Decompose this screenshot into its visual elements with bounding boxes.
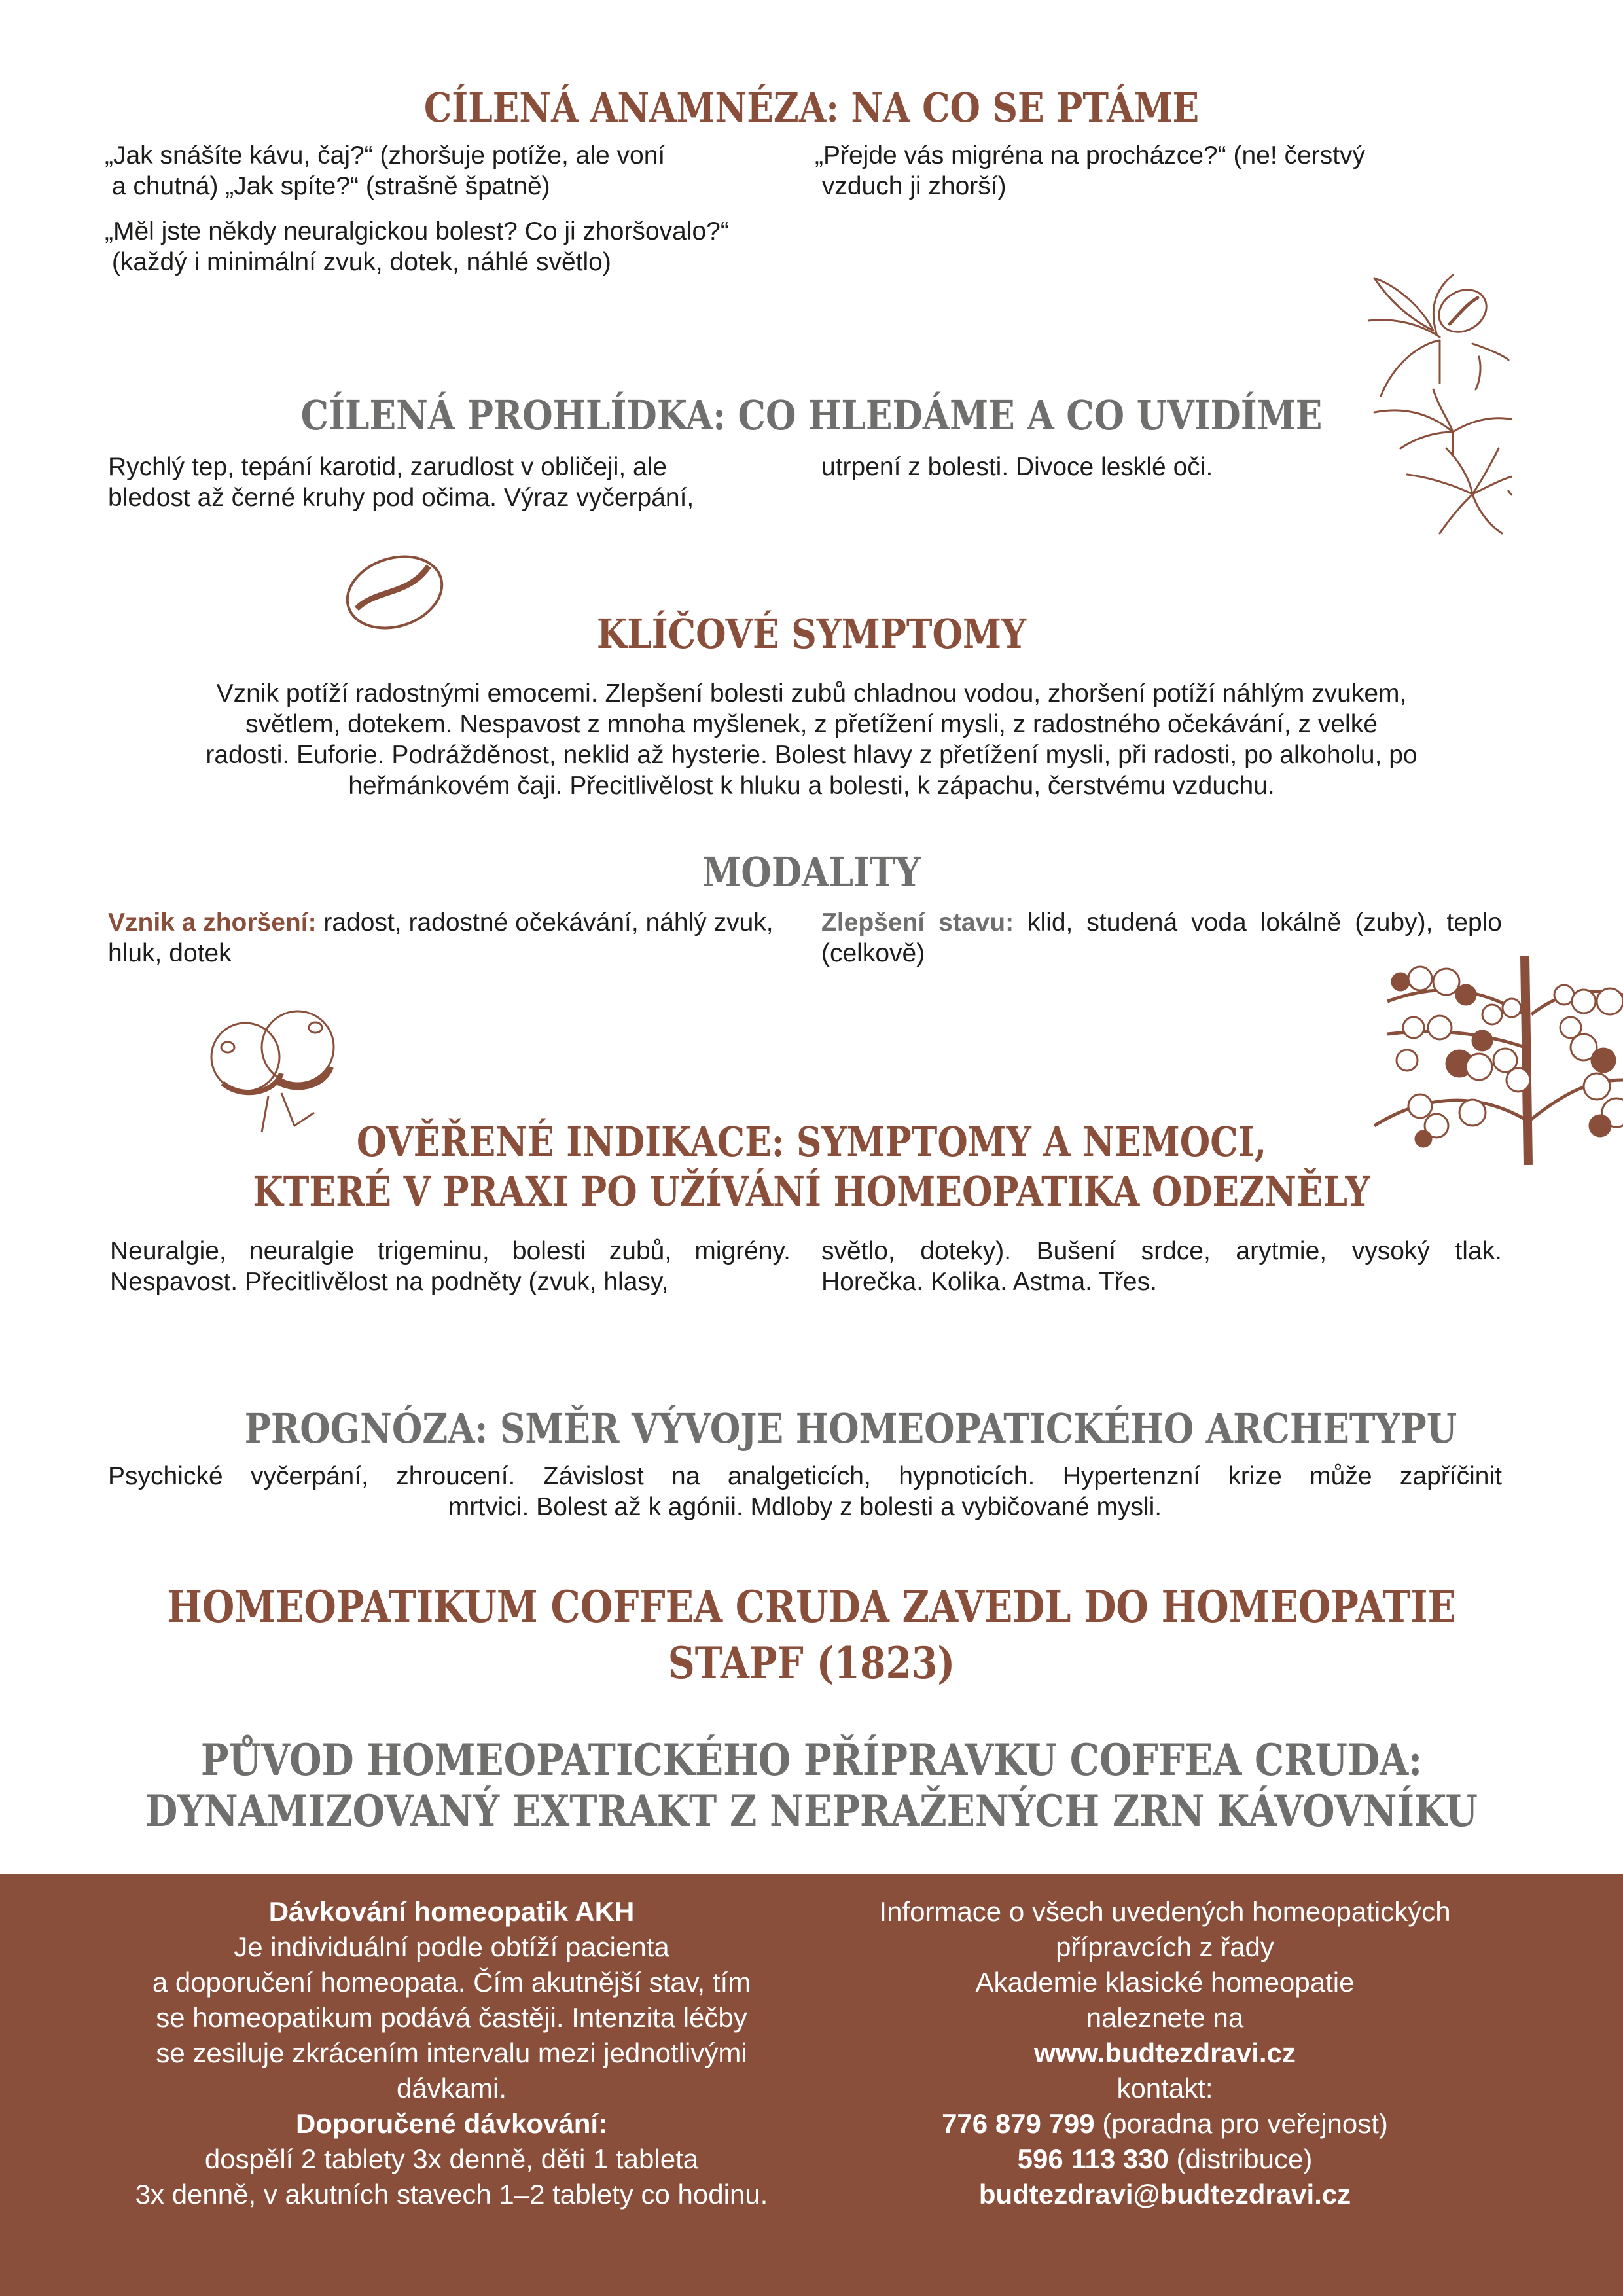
info-line4: naleznete na — [1086, 2002, 1244, 2033]
email-link[interactable]: budtezdravi@budtezdravi.cz — [978, 2179, 1351, 2210]
anamneza-q2-line2: (každý i minimální zvuk, dotek, náhlé světlo) — [105, 248, 611, 276]
website-link[interactable]: www.budtezdravi.cz — [1034, 2037, 1296, 2068]
info-line3: Akademie klasické homeopatie — [975, 1967, 1355, 1998]
coffee-cherries-illustration — [203, 1001, 347, 1139]
section-title-indikace-line1: OVĚŘENÉ INDIKACE: SYMPTOMY A NEMOCI, — [356, 1118, 1267, 1166]
symptomy-line2: světlem, dotekem. Nespavost z mnoha myšlenek, z přetížení mysli, z radostného očekávání, z velké — [245, 710, 1378, 738]
symptomy-line1: Vznik potíží radostnými emocemi. Zlepšení bolesti zubů chladnou vodou, zhoršení potíží náhlým zvukem, — [216, 679, 1407, 708]
origin-line2: DYNAMIZOVANÝ EXTRAKT Z NEPRAŽENÝCH ZRN KÁVOVNÍKU — [145, 1785, 1478, 1837]
dosage-line3: se homeopatikum podává častěji. Intenzita léčby — [156, 2002, 747, 2033]
footer-info-panel — [0, 1874, 1623, 2296]
anamneza-question-coffee — [105, 140, 812, 202]
dosage-line4: se zesiluje zkrácením intervalu mezi jednotlivými — [156, 2037, 747, 2068]
symptomy-line4: heřmánkovém čaji. Přecitlivělost k hluku a bolesti, k zápachu, čerstvému vzduchu. — [348, 772, 1275, 800]
dosage-line2: a doporučení homeopata. Čím akutnější stav, tím — [152, 1967, 751, 1998]
prohlidka-left-line1: Rychlý tep, tepání karotid, zarudlost v obličeji, ale — [108, 453, 668, 481]
prohlidka-text-left — [108, 452, 815, 513]
dosage-line1: Je individuální podle obtíží pacienta — [234, 1931, 669, 1962]
modality-better-text: klid, studená voda lokálně (zuby), teplo (celkově) — [821, 908, 1502, 967]
section-title-modality: MODALITY — [702, 848, 921, 896]
info-line2: přípravcích z řady — [1056, 1931, 1274, 1962]
recommended-dosage-line1: dospělí 2 tablety 3x denně, děti 1 tableta — [204, 2144, 699, 2174]
origin-line1: PŮVOD HOMEOPATICKÉHO PŘÍPRAVKU COFFEA CRUDA: — [200, 1734, 1423, 1785]
dosage-title: Dávkování homeopatik AKH — [268, 1896, 635, 1927]
section-title-prohlidka: CÍLENÁ PROHLÍDKA: CO HLEDÁME A CO UVIDÍME — [300, 391, 1323, 439]
section-title-indikace-line2: KTERÉ V PRAXI PO UŽÍVÁNÍ HOMEOPATIKA ODEZNĚLY — [253, 1168, 1370, 1215]
prohlidka-text-right — [821, 452, 1410, 482]
anamneza-q3-line2: vzduch ji zhorší) — [815, 172, 1007, 200]
introduced-by-line2: STAPF (1823) — [668, 1638, 955, 1689]
anamneza-question-neuralgia — [105, 216, 838, 278]
dosage-info — [92, 1894, 812, 2212]
anamneza-q3-line1: „Přejde vás migréna na procházce?“ (ne! čerstvý — [815, 141, 1366, 170]
section-title-anamneza: CÍLENÁ ANAMNÉZA: NA CO SE PTÁME — [423, 84, 1200, 132]
anamneza-q1-line1: „Jak snášíte kávu, čaj?“ (zhoršuje potíže, ale voní — [105, 141, 666, 170]
introduced-by-line1: HOMEOPATIKUM COFFEA CRUDA ZAVEDL DO HOMEOPATIE — [167, 1581, 1456, 1632]
phone-distribution — [812, 2142, 1518, 2177]
indikace-text-right: světlo, doteky). Bušení srdce, arytmie, vysoký tlak. Horečka. Kolika. Astma. Třes. — [821, 1237, 1502, 1296]
recommended-dosage-title: Doporučené dávkování: — [295, 2108, 608, 2139]
phone-public-note: (poradna pro veřejnost) — [1094, 2108, 1388, 2139]
contact-label: kontakt: — [1116, 2073, 1213, 2104]
anamneza-question-migraine — [815, 140, 1469, 202]
dosage-line5: dávkami. — [396, 2073, 507, 2104]
prognoza-line2: mrtvici. Bolest až k agónii. Mdloby z bolesti a vybičované mysli. — [448, 1493, 1162, 1521]
prognoza-line1: Psychické vyčerpání, zhroucení. Závislost na analgeticích, hypnoticích. Hypertenzní krize může zapříčinit — [108, 1462, 1502, 1490]
prohlidka-left-line2: bledost až černé kruhy pod očima. Výraz vyčerpání, — [108, 484, 694, 512]
info-line1: Informace o všech uvedených homeopatických — [879, 1896, 1451, 1927]
phone-public-number[interactable]: 776 879 799 — [942, 2108, 1095, 2139]
symptomy-text — [98, 678, 1525, 801]
recommended-dosage-line2: 3x denně, v akutních stavech 1–2 tablety co hodinu. — [135, 2179, 768, 2210]
section-title-symptomy: KLÍČOVÉ SYMPTOMY — [596, 610, 1027, 658]
modality-worse-label: Vznik a zhoršení: — [108, 908, 317, 937]
prognoza-text — [108, 1461, 1502, 1522]
phone-distribution-note: (distribuce) — [1168, 2144, 1313, 2174]
modality-worse — [108, 907, 795, 969]
contact-info — [812, 1894, 1518, 2212]
anamneza-q2-line1: „Měl jste někdy neuralgickou bolest? Co ji zhoršovalo?“ — [105, 217, 729, 245]
modality-worse-text: radost, radostné očekávání, náhlý zvuk, hluk, dotek — [108, 908, 774, 967]
symptomy-line3: radosti. Euforie. Podrážděnost, neklid až hysterie. Bolest hlavy z přetížení mysli, při radosti, po alkoholu, po — [205, 741, 1418, 769]
phone-public — [812, 2106, 1518, 2142]
prohlidka-right-line1: utrpení z bolesti. Divoce lesklé oči. — [821, 453, 1213, 481]
indikace-text-left: Neuralgie, neuralgie trigeminu, bolesti zubů, migrény. Nespavost. Přecitlivělost na podněty (zvuk, hlasy, — [110, 1237, 791, 1296]
anamneza-q1-line2: a chutná) „Jak spíte?“ (strašně špatně) — [105, 172, 550, 200]
section-title-prognoza: PROGNÓZA: SMĚR VÝVOJE HOMEOPATICKÉHO ARCHETYPU — [244, 1405, 1457, 1452]
phone-distribution-number[interactable]: 596 113 330 — [1017, 2144, 1169, 2174]
modality-better-label: Zlepšení stavu: — [821, 908, 1014, 937]
